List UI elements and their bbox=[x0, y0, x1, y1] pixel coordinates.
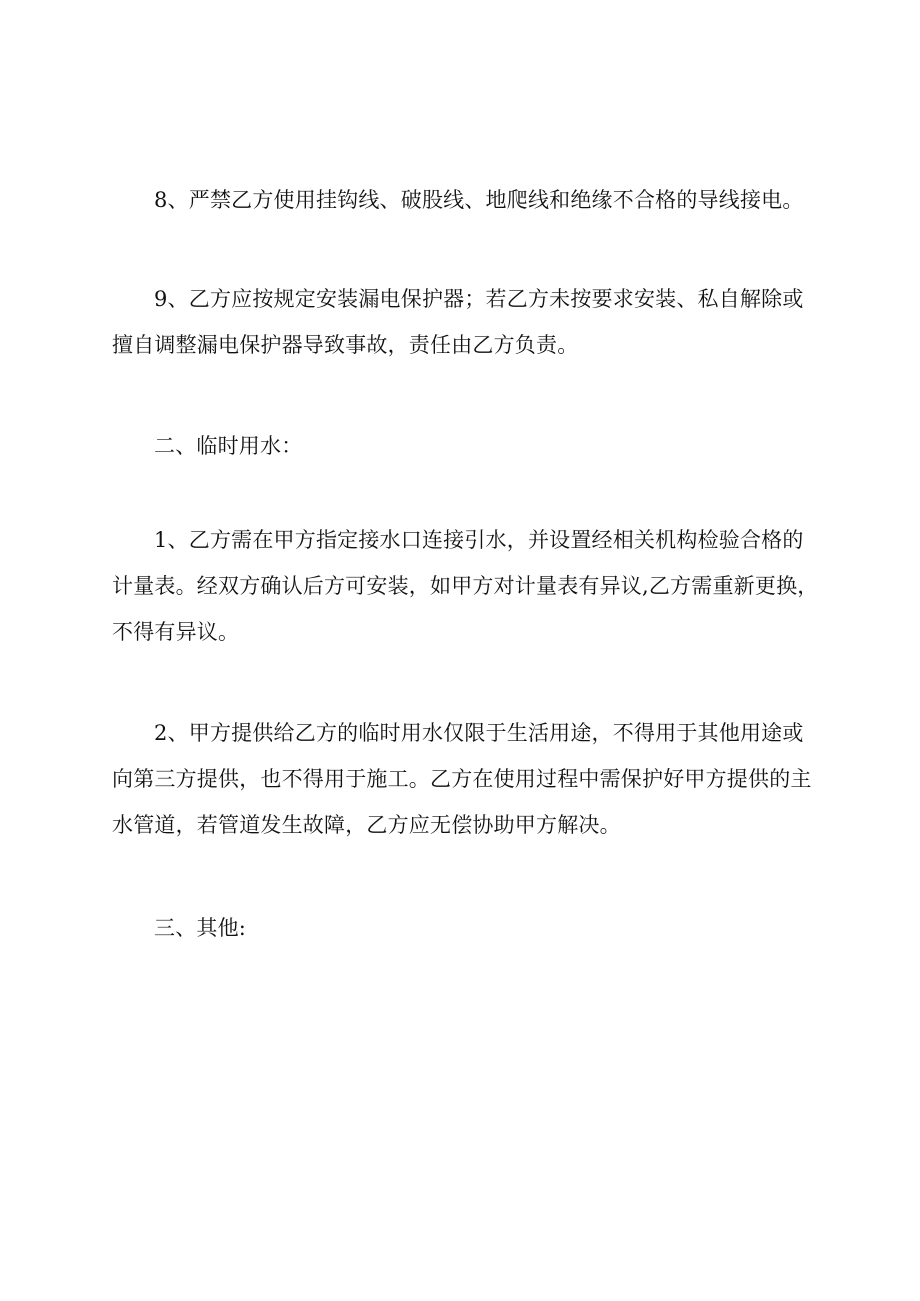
text-line: 8、严禁乙方使用挂钩线、破股线、地爬线和绝缘不合格的导线接电。 bbox=[154, 188, 804, 212]
paragraph-item-9 bbox=[112, 276, 832, 368]
text-line: 水管道，若管道发生故障，乙方应无偿协助甲方解决。 bbox=[112, 813, 621, 837]
text-line: 二、临时用水： bbox=[154, 434, 303, 458]
text-line: 9、乙方应按规定安装漏电保护器；若乙方未按要求安装、私自解除或 bbox=[154, 287, 804, 311]
text-line: 三、其他: bbox=[154, 916, 247, 940]
paragraph-water-item-1 bbox=[112, 517, 832, 655]
paragraph-water-item-2 bbox=[112, 710, 832, 848]
text-line: 向第三方提供，也不得用于施工。乙方在使用过程中需保护好甲方提供的主 bbox=[112, 767, 812, 791]
text-line: 1、乙方需在甲方指定接水口连接引水，并设置经相关机构检验合格的 bbox=[154, 528, 804, 552]
paragraph-item-8 bbox=[112, 177, 832, 223]
section-heading-temporary-water bbox=[112, 423, 832, 469]
section-heading-other bbox=[112, 905, 832, 951]
text-line: 不得有异议。 bbox=[112, 620, 240, 644]
text-line: 擅自调整漏电保护器导致事故，责任由乙方负责。 bbox=[112, 333, 579, 357]
text-line: 计量表。经双方确认后方可安装，如甲方对计量表有异议,乙方需重新更换， bbox=[112, 574, 819, 598]
text-line: 2、甲方提供给乙方的临时用水仅限于生活用途，不得用于其他用途或 bbox=[154, 721, 804, 745]
